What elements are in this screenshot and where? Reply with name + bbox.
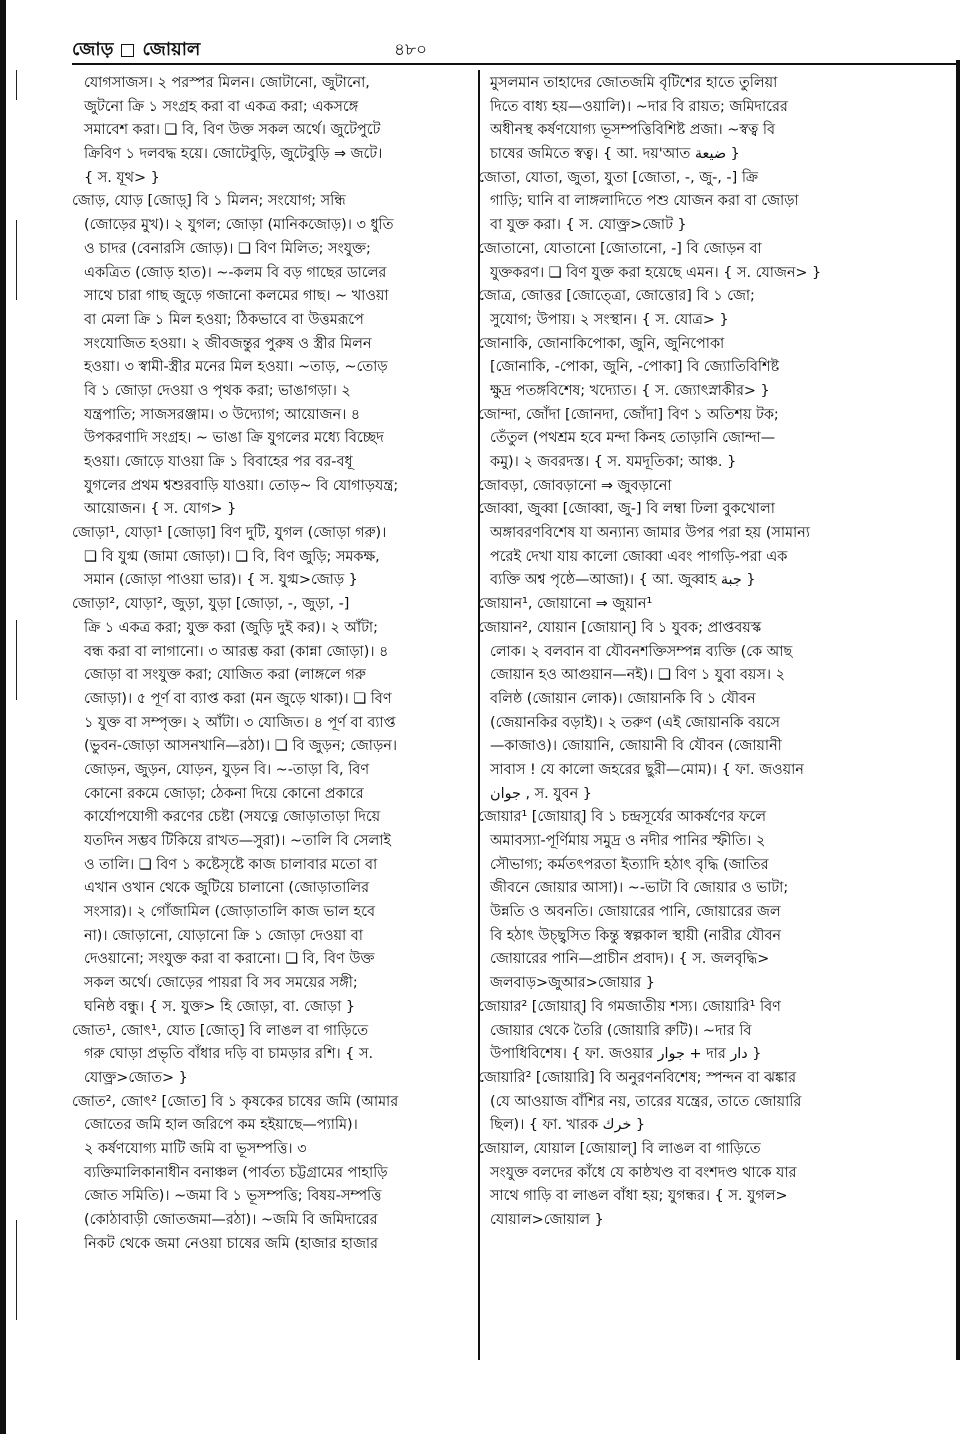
entry-text-line: জোত সমিতি)। ~জমা বি ১ ভূসম্পত্তি; বিষয়-সম্পত্তি	[84, 1188, 382, 1205]
entry-text-line: যুক্তকরণ। ❏ বিণ যুক্ত করা হয়েছে এমন। { স. যোজন> }	[490, 264, 822, 281]
entry-text-line: তেঁতুল (পথশ্রম হবে মন্দা কিনহ তোড়ানি জোন্দা—	[490, 430, 776, 447]
margin-mark	[16, 70, 17, 100]
page-header	[72, 35, 960, 61]
margin-mark	[16, 1220, 17, 1320]
first-guide-word: জোড়	[72, 39, 114, 60]
entry-text-line: উপকরণাদি সংগ্রহ। ~ ভাঙা ক্রি যুগলের মধ্যে বিচ্ছেদ	[84, 430, 384, 447]
entry-text-line: (জেয়ানকির বড়াই)। ২ তরুণ (এই জোয়ানকি বয়সে	[490, 714, 780, 731]
separator-box-icon	[121, 44, 134, 57]
entry-text-line: কমু)। ২ জবরদস্ত। { স. যমদূতিকা; আঞ্চ. }	[490, 454, 737, 470]
entry-text-line: গাড়ি; ঘানি বা লাঙ্গলাদিতে পশু যোজন করা বা জোড়া	[490, 193, 799, 210]
entry-text-line: (জোড়ের মুখ)। ২ যুগল; জোড়া (মানিকজোড়)। ৩ ধুতি	[84, 217, 394, 234]
entry-text-line: সমাবেশ করা। ❏ বি, বিণ উক্ত সকল অর্থে। জুটেপুটে	[84, 122, 381, 139]
entry-text-line: লোক। ২ বলবান বা যৌবনশক্তিসম্পন্ন ব্যক্তি (কে আছ	[490, 643, 793, 660]
entry-text-line: মুসলমান তাহাদের জোতজমি বৃটিশের হাতে তুলিয়া	[490, 75, 778, 91]
entry-headword-line: জোত্র, জোত্তর [জোত্ত্রো, জোত্তোর] বি ১ জো;	[478, 288, 755, 305]
entry-text-line: { স. যূথ> }	[84, 169, 160, 186]
entry-headword-line: জোবড়া, জোবড়ানো ⇒ জুবড়ানো	[478, 477, 672, 494]
entry-text-line: [জোনাকি, -পোকা, জুনি, -পোকা] বি জ্যোতিবিশিষ্ট	[490, 359, 780, 376]
entry-text-line: নিকট থেকে জমা নেওয়া চাষের জমি (হাজার হাজার	[84, 1235, 378, 1252]
entry-text-line: যোগসাজস। ২ পরস্পর মিলন। জোটানো, জুটানো,	[84, 75, 370, 91]
entry-headword-line: জোড়া², যোড়া², জুড়া, যুড়া [জোড়া, -, জুড়া, -]	[72, 596, 350, 613]
entry-text-line: (যে আওয়াজ বাঁশির নয়, তারের যন্ত্রের, তাতে জোয়ারি	[490, 1093, 802, 1110]
entry-text-line: সমান (জোড়া পাওয়া ভার)। { স. যুগ্ম>জোড় }	[84, 572, 358, 589]
entry-text-line: সাথে গাড়ি বা লাঙল বাঁধা হয়; যুগন্ধর। { স. যুগল>	[490, 1188, 788, 1205]
entry-text-line: একত্রিত (জোড় হাত)। ~-কলম বি বড় গাছের ডালের	[84, 264, 387, 281]
entry-text-line: ও তালি। ❏ বিণ ১ কষ্টেসৃষ্টে কাজ চালাবার মতো বা	[84, 856, 378, 873]
entry-headword-line: জোয়ারি² [জোয়ারি] বি অনুরণনবিশেষ; স্পন্দন বা ঝঙ্কার	[478, 1069, 796, 1086]
entry-text-line: যন্ত্রপাতি; সাজসরঞ্জাম। ৩ উদ্যোগ; আয়োজন। ৪	[84, 406, 361, 423]
entry-text-line: অধীনস্থ কর্ষণযোগ্য ভূসম্পত্তিবিশিষ্ট প্রজা। ~স্বত্ব বি	[490, 122, 775, 139]
entry-headword-line: জোব্বা, জুব্বা [জোব্বা, জু-] বি লম্বা ঢিলা বুকখোলা	[478, 501, 775, 518]
entry-text-line: ১ যুক্ত বা সম্পৃক্ত। ২ আঁটা। ৩ যোজিত। ৪ পূর্ণ বা ব্যাপ্ত	[84, 714, 396, 731]
page-right-edge	[956, 60, 960, 1360]
entry-text-line: হওয়া। জোড়ে যাওয়া ক্রি ১ বিবাহের পর বর-বধূ	[84, 454, 353, 470]
entry-headword-line: জোনাকি, জোনাকিপোকা, জুনি, জুনিপোকা	[478, 335, 725, 352]
entry-text-line: ২ কর্ষণযোগ্য মাটি জমি বা ভূসম্পত্তি। ৩	[84, 1140, 307, 1157]
column-separator	[478, 70, 480, 1360]
entry-text-line: (ভুবন-জোড়া আসনখানি—রঠা)। ❏ বি জুড়ন; জোড়ন।	[84, 738, 397, 755]
entry-text-line: জোয়ান হও আগুয়ান—নই)। ❏ বিণ ১ যুবা বয়স। ২	[490, 667, 785, 684]
last-guide-word: জোয়াল	[142, 39, 201, 60]
entry-headword-line: জোত², জোৎ² [জোত] বি ১ কৃষকের চাষের জমি (আমার	[72, 1093, 399, 1110]
entry-text-line: গরু ঘোড়া প্রভৃতি বাঁধার দড়ি বা চামড়ার রশি। { স.	[84, 1046, 374, 1063]
entry-headword-line: জোতানো, যোতানো [জোতানো, -] বি জোড়ন বা	[478, 240, 762, 257]
entry-text-line: না)। জোড়ানো, যোড়ানো ক্রি ১ জোড়া দেওয়া বা	[84, 927, 363, 944]
entry-headword-line: জোয়ার¹ [জোয়ার্] বি ১ চন্দ্রসূর্যের আকর্ষণের ফলে	[478, 809, 766, 826]
entry-text-line: এখান ওখান থেকে জুটিয়ে চালানো (জোড়াতালির	[84, 880, 369, 897]
entry-text-line: جوان , স. যুবন }	[490, 785, 592, 802]
entry-text-line: সকল অর্থে। জোড়ের পায়রা বি সব সময়ের সঙ্গী;	[84, 975, 358, 992]
entry-text-line: জোড়ন, জুড়ন, যোড়ন, যুড়ন বি। ~-তাড়া বি, বিণ	[84, 761, 370, 778]
entry-headword-line: জোয়ান¹, জোয়ানো ⇒ জুয়ান¹	[478, 596, 653, 613]
entry-text-line: সুযোগ; উপায়। ২ সংস্থান। { স. যোত্র> }	[490, 311, 729, 328]
entry-text-line: যোক্ত্র>জোত> }	[84, 1069, 188, 1086]
entry-text-line: জোড়া)। ৫ পূর্ণ বা ব্যাপ্ত করা (মন জুড়ে থাকা)। ❏ বিণ	[84, 690, 392, 707]
entry-text-line: সাবাস ! যে কালো জহরের ছুরী—মোম)। { ফা. জওয়ান	[490, 761, 804, 778]
entry-text-line: বি ১ জোড়া দেওয়া ও পৃথক করা; ভাঙাগড়া। ২	[84, 382, 351, 399]
entry-headword-line: জোয়ার² [জোয়ার্] বি গমজাতীয় শস্য। জোয়ারি¹ বিণ	[478, 998, 781, 1015]
entry-text-line: সাথে চারা গাছ জুড়ে গজানো কলমের গাছ। ~ খাওয়া	[84, 288, 389, 305]
entry-text-line: কার্যোপযোগী করণের চেষ্টা (সযত্নে জোড়াতাড়া দিয়ে	[84, 809, 381, 826]
entry-headword-line: জোত¹, জোৎ¹, যোত [জোত্] বি লাঙল বা গাড়িতে	[72, 1022, 369, 1039]
entry-text-line: চাষের জমিতে স্বত্ব। { আ. দয়'আত ضيعة }	[490, 146, 740, 163]
entry-text-line: বি হঠাৎ উচ্ছ্বসিত কিন্তু স্বল্পকাল স্থায়ী (নারীর যৌবন	[490, 927, 781, 944]
entry-text-line: হওয়া। ৩ স্বামী-স্ত্রীর মনের মিল হওয়া। ~তাড়, ~তোড়	[84, 359, 388, 376]
entry-text-line: বা যুক্ত করা। { স. যোক্ত্র>জোট }	[490, 217, 687, 234]
entry-headword-line: জোয়ান², যোয়ান [জোয়ান্] বি ১ যুবক; প্রাপ্তবয়স্ক	[478, 619, 762, 636]
entry-text-line: আয়োজন। { স. যোগ> }	[84, 501, 237, 518]
entry-text-line: ক্ষুদ্র পতঙ্গবিশেষ; খদ্যোত। { স. জ্যোৎস্নাকীর> }	[490, 382, 770, 399]
entry-text-line: সংযোজিত হওয়া। ২ জীবজন্তুর পুরুষ ও স্ত্রীর মিলন	[84, 335, 372, 352]
entry-text-line: যুগলের প্রথম শ্বশুরবাড়ি যাওয়া। তোড়~ বি যোগাড়যন্ত্র;	[84, 477, 399, 494]
entry-text-line: বলিষ্ঠ (জোয়ান লোক)। জোয়ানকি বি ১ যৌবন	[490, 690, 756, 707]
entry-text-line: —কাজাও)। জোয়ানি, জোয়ানী বি যৌবন (জোয়ানী	[490, 738, 782, 755]
entry-text-line: যোয়াল>জোয়াল }	[490, 1212, 604, 1228]
running-head	[72, 35, 200, 66]
entry-text-line: (কোঠাবাড়ী জোতজমা—রঠা)। ~জমি বি জমিদারের	[84, 1212, 378, 1228]
page-number: ৪৮০	[394, 40, 428, 60]
entry-text-line: ঘনিষ্ঠ বন্ধু। { স. যুক্ত> হি জোড়া, বা. জোড়া }	[84, 998, 356, 1015]
entry-text-line: ও চাদর (বেনারসি জোড়)। ❏ বিণ মিলিত; সংযুক্ত;	[84, 240, 371, 257]
page-left-edge	[0, 0, 6, 1434]
entry-text-line: সংযুক্ত বলদের কাঁধে যে কাষ্ঠখণ্ড বা বংশদণ্ড থাকে যার	[490, 1164, 797, 1181]
entry-text-line: ব্যক্তি অশ্ব পৃষ্ঠে—আজা)। { আ. জুব্বাহ جبة }	[490, 572, 756, 589]
entry-text-line: ছিল)। { ফা. খারক خرك }	[490, 1117, 646, 1134]
entry-headword-line: জোড়া¹, যোড়া¹ [জোড়া] বিণ দুটি, যুগল (জোড়া গরু)।	[72, 525, 387, 542]
left-column	[72, 72, 472, 1256]
entry-text-line: দেওয়ানো; সংযুক্ত করা বা করানো। ❏ বি, বিণ উক্ত	[84, 951, 375, 968]
entry-text-line: ❏ বি যুগ্ম (জামা জোড়া)। ❏ বি, বিণ জুড়ি; সমকক্ষ,	[84, 548, 380, 565]
entry-text-line: অঙ্গাবরণবিশেষ যা অন্যান্য জামার উপর পরা হয় (সামান্য	[490, 525, 810, 542]
entry-text-line: সৌভাগ্য; কর্মতৎপরতা ইত্যাদি হঠাৎ বৃদ্ধি (জাতির	[490, 856, 769, 873]
entry-text-line: উন্নতি ও অবনতি। জোয়ারের পানি, জোয়ারের জল	[490, 904, 781, 921]
margin-mark	[16, 620, 17, 700]
entry-headword-line: জোতা, যোতা, জুতা, যুতা [জোতা, -, জু-, -] ক্রি	[478, 169, 758, 186]
entry-text-line: জোড়া বা সংযুক্ত করা; যোজিত করা (লাঙ্গলে গরু	[84, 667, 366, 684]
right-column	[478, 72, 888, 1233]
entry-text-line: বন্ধ করা বা লাগানো। ৩ আরম্ভ করা (কান্না জোড়া)। ৪	[84, 643, 389, 660]
entry-text-line: জোয়ারের পানি—প্রাচীন প্রবাদ)। { স. জলবৃদ্ধি>	[490, 951, 770, 968]
entry-text-line: ক্রি ১ একত্র করা; যুক্ত করা (জুড়ি দুই কর)। ২ আঁটা;	[84, 619, 378, 636]
margin-mark	[16, 220, 17, 300]
entry-text-line: জলবাড়>জুআর>জোয়ার }	[490, 975, 655, 992]
entry-text-line: বা মেলা ক্রি ১ মিল হওয়া; ঠিকভাবে বা উত্তমরূপে	[84, 311, 364, 328]
entry-text-line: কোনো রকমে জোড়া; ঠেকনা দিয়ে কোনো প্রকারে	[84, 785, 364, 802]
entry-text-line: জোয়ার থেকে তৈরি (জোয়ারি রুটি)। ~দার বি	[490, 1022, 752, 1039]
entry-text-line: জুটনো ক্রি ১ সংগ্রহ করা বা একত্র করা; একসঙ্গে	[84, 98, 359, 115]
entry-text-line: সংসার)। ২ গোঁজামিল (জোড়াতালি কাজ ভাল হবে	[84, 904, 376, 921]
entry-text-line: দিতে বাধ্য হয়—ওয়ালি)। ~দার বি রায়ত; জমিদারের	[490, 98, 788, 115]
entry-headword-line: জোড়, যোড় [জোড়্] বি ১ মিলন; সংযোগ; সন্ধি	[72, 193, 346, 210]
entry-text-line: ব্যক্তিমালিকানাধীন বনাঞ্চল (পার্বত্য চট্টগ্রামের পাহাড়ি	[84, 1164, 388, 1181]
entry-text-line: জোতের জমি হাল জরিপে কম হইয়াছে—প্যামি)।	[84, 1117, 358, 1134]
header-rule	[72, 63, 960, 65]
entry-text-line: উপাধিবিশেষ। { ফা. জওয়ার جوار + দার دار }	[490, 1046, 762, 1063]
entry-text-line: যতদিন সম্ভব টিকিয়ে রাখত—সুরা)। ~তালি বি সেলাই	[84, 833, 391, 849]
entry-headword-line: জোয়াল, যোয়াল [জোয়াল্] বি লাঙল বা গাড়িতে	[478, 1140, 761, 1157]
entry-text-line: জীবনে জোয়ার আসা)। ~-ভাটা বি জোয়ার ও ভাটা;	[490, 880, 789, 897]
entry-text-line: ক্রিবিণ ১ দলবদ্ধ হয়ে। জোটেবুড়ি, জুটেবুড়ি ⇒ জটে।	[84, 146, 383, 163]
entry-text-line: পরেই দেখা যায় কালো জোব্বা এবং পাগড়ি-পরা এক	[490, 548, 788, 565]
entry-headword-line: জোন্দা, জোঁদা [জোনদা, জোঁদা] বিণ ১ অতিশয় টক;	[478, 406, 779, 423]
entry-text-line: অমাবস্যা-পূর্ণিমায় সমুদ্র ও নদীর পানির স্ফীতি। ২	[490, 833, 766, 849]
